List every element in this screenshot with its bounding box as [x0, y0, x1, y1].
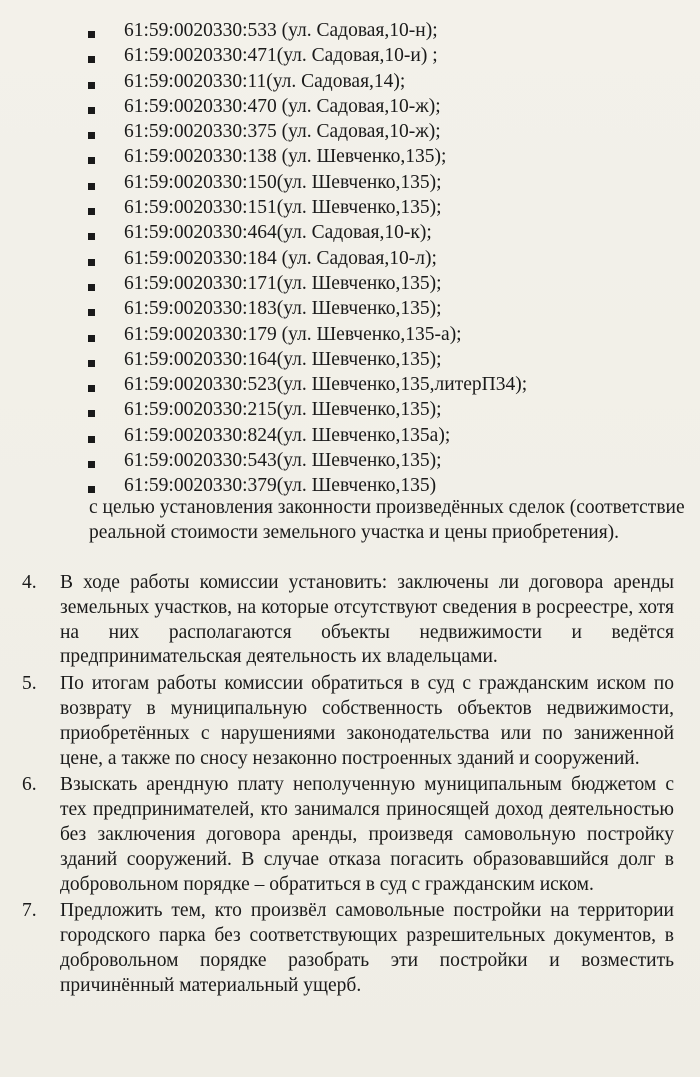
point-text: Предложить тем, кто произвёл самовольные постройки на территории городского парка без соответствующих разрешительных документов, в добровольном порядке разобрать эти постройки и возместить причинённый материальный ущерб.	[60, 900, 674, 996]
cadastral-item	[88, 271, 527, 296]
cadastral-item-text: 61:59:0020330:464(ул. Садовая,10-к);	[124, 222, 432, 244]
bullet-square-icon	[88, 107, 95, 114]
cadastral-item	[88, 195, 527, 220]
cadastral-item-text: 61:59:0020330:379(ул. Шевченко,135)	[124, 475, 437, 497]
cadastral-item-text: 61:59:0020330:543(ул. Шевченко,135);	[124, 450, 442, 472]
cadastral-item	[88, 473, 527, 498]
cadastral-item	[88, 347, 527, 372]
cadastral-item	[88, 170, 527, 195]
cadastral-item	[88, 43, 527, 68]
cadastral-item-text: 61:59:0020330:184 (ул. Садовая,10-л);	[124, 247, 437, 269]
point-number: 7.	[22, 900, 37, 922]
point-text: Взыскать арендную плату неполученную муниципальным бюджетом с тех предпринимателей, кто занимался приносящей доход деятельностью без заключения договора аренды, произведя самовольную постройку зданий сооружений. В случае отказа погасить образовавшийся долг в добровольном порядке – обратиться в суд с гражданским иском.	[60, 774, 674, 895]
purpose-text: с целью установления законности произведённых сделок (соответствие реальной стоимости земельного участка и цены приобретения).	[89, 497, 685, 543]
point-text: По итогам работы комиссии обратиться в суд с гражданским иском по возврату в муниципальную собственность объектов недвижимости, приобретённых с нарушениями законодательства или по заниженной цене, а также по сносу незаконно построенных зданий и сооружений.	[60, 673, 674, 769]
bullet-square-icon	[88, 233, 95, 240]
cadastral-item-text: 61:59:0020330:151(ул. Шевченко,135);	[124, 197, 442, 219]
cadastral-item	[88, 246, 527, 271]
bullet-square-icon	[88, 132, 95, 139]
cadastral-item-text: 61:59:0020330:11(ул. Садовая,14);	[124, 70, 406, 92]
bullet-square-icon	[88, 82, 95, 89]
cadastral-item	[88, 322, 527, 347]
cadastral-list	[88, 18, 527, 499]
bullet-square-icon	[88, 360, 95, 367]
bullet-square-icon	[88, 31, 95, 38]
bullet-square-icon	[88, 157, 95, 164]
cadastral-item-text: 61:59:0020330:179 (ул. Шевченко,135-а);	[124, 323, 462, 345]
bullet-square-icon	[88, 284, 95, 291]
cadastral-item-text: 61:59:0020330:171(ул. Шевченко,135);	[124, 272, 442, 294]
point-number: 6.	[22, 774, 37, 796]
bullet-square-icon	[88, 259, 95, 266]
cadastral-item-text: 61:59:0020330:164(ул. Шевченко,135);	[124, 348, 442, 370]
cadastral-item-text: 61:59:0020330:375 (ул. Садовая,10-ж);	[124, 121, 441, 143]
numbered-point	[22, 571, 674, 670]
point-text: В ходе работы комиссии установить: заключены ли договора аренды земельных участков, на которые отсутствуют сведения в росреестре, хотя на них располагаются объекты недвижимости и ведётся предпринимательская деятельность их владельцами.	[60, 572, 674, 668]
cadastral-item	[88, 448, 527, 473]
cadastral-item-text: 61:59:0020330:150(ул. Шевченко,135);	[124, 171, 442, 193]
bullet-square-icon	[88, 56, 95, 63]
bullet-square-icon	[88, 385, 95, 392]
cadastral-item-text: 61:59:0020330:824(ул. Шевченко,135а);	[124, 424, 451, 446]
cadastral-item	[88, 119, 527, 144]
cadastral-item-text: 61:59:0020330:470 (ул. Садовая,10-ж);	[124, 95, 441, 117]
points-list	[22, 571, 674, 1001]
cadastral-item	[88, 18, 527, 43]
bullet-square-icon	[88, 486, 95, 493]
bullet-square-icon	[88, 335, 95, 342]
numbered-point	[22, 899, 674, 998]
bullet-square-icon	[88, 309, 95, 316]
cadastral-item-text: 61:59:0020330:533 (ул. Садовая,10-н);	[124, 20, 438, 41]
cadastral-item	[88, 296, 527, 321]
cadastral-item	[88, 372, 527, 397]
cadastral-item	[88, 220, 527, 245]
bullet-square-icon	[88, 208, 95, 215]
cadastral-item-text: 61:59:0020330:523(ул. Шевченко,135,литерП34);	[124, 374, 528, 396]
cadastral-item	[88, 397, 527, 422]
cadastral-item-text: 61:59:0020330:183(ул. Шевченко,135);	[124, 298, 442, 320]
numbered-point	[22, 672, 674, 771]
bullet-square-icon	[88, 183, 95, 190]
point-number: 4.	[22, 572, 37, 593]
cadastral-item	[88, 94, 527, 119]
bullet-square-icon	[88, 410, 95, 417]
bullet-square-icon	[88, 461, 95, 468]
cadastral-item-text: 61:59:0020330:471(ул. Садовая,10-и) ;	[124, 45, 438, 67]
bullet-square-icon	[88, 436, 95, 443]
cadastral-item-text: 61:59:0020330:138 (ул. Шевченко,135);	[124, 146, 447, 168]
cadastral-item-text: 61:59:0020330:215(ул. Шевченко,135);	[124, 399, 442, 421]
cadastral-item	[88, 144, 527, 169]
point-number: 5.	[22, 673, 37, 695]
cadastral-item	[88, 423, 527, 448]
cadastral-item	[88, 69, 527, 94]
numbered-point	[22, 773, 674, 897]
